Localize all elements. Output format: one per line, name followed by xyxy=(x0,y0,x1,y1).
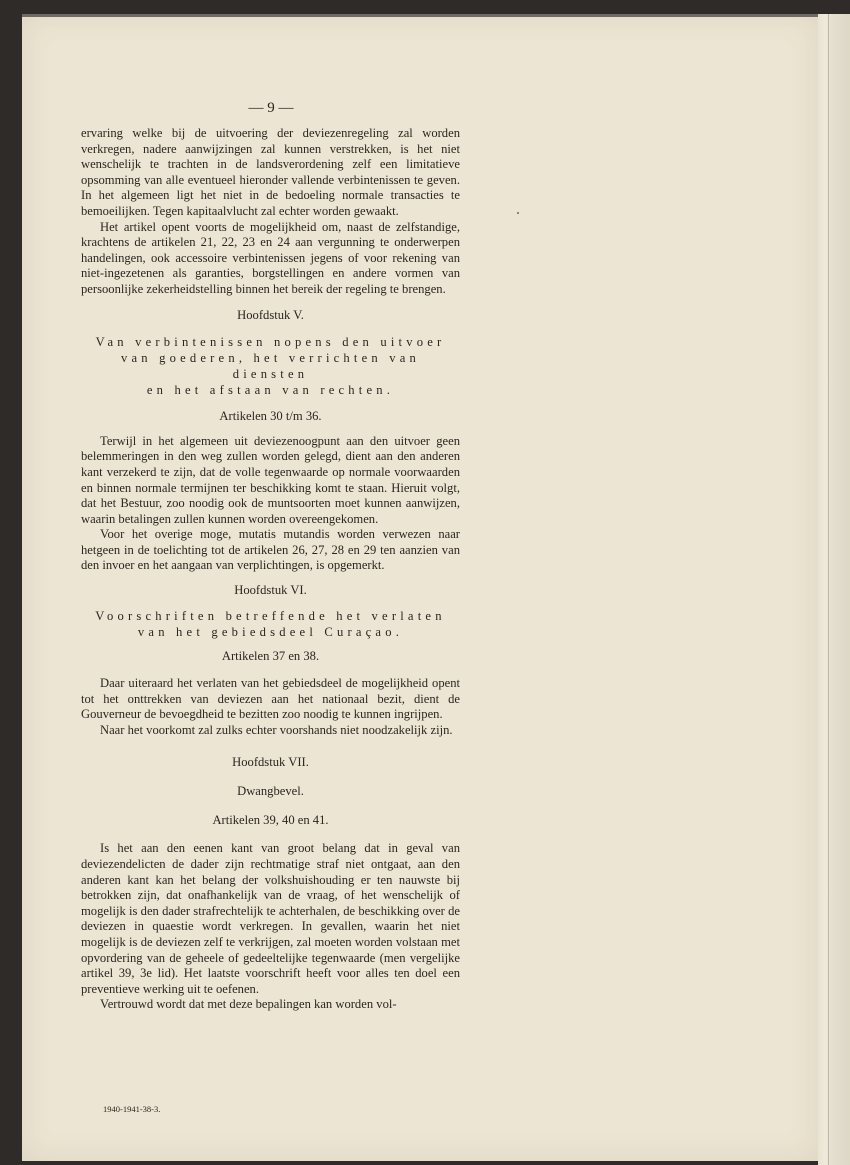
chapter-title-line: van het gebiedsdeel Curaçao. xyxy=(137,624,404,639)
footer-code: 1940-1941-38-3. xyxy=(103,1104,161,1114)
chapter-title-line: van goederen, het verrichten van diensten xyxy=(120,351,421,382)
paragraph: Naar het voorkomt zal zulks echter voorshands niet noodzakelijk zijn. xyxy=(100,723,453,738)
chapter-heading: Hoofdstuk VII. xyxy=(232,754,309,769)
top-border xyxy=(22,14,818,17)
chapter-title xyxy=(81,608,460,640)
chapter-heading: Hoofdstuk V. xyxy=(237,307,304,322)
articles-heading: Artikelen 30 t/m 36. xyxy=(219,409,322,424)
paragraph: ervaring welke bij de uitvoering der deviezenregeling zal worden verkregen, nadere aanwijzingen zal kunnen verstrekken, is het niet wenschelijk te trachten in de landsverordening zelf een limitatieve opsomming van alle eventueel hieronder vallende verbintenissen te geven. In het algemeen ligt het niet in de bedoeling normale transacties te bemoeilijken. Tegen kapitaalvlucht zal echter worden gewaakt. xyxy=(81,126,460,218)
page-number: — 9 — xyxy=(248,100,294,116)
document-body xyxy=(81,126,460,1013)
chapter-title-line: Voorschriften betreffende het verlaten xyxy=(95,608,446,623)
page-edge xyxy=(818,14,850,1165)
paragraph: Terwijl in het algemeen uit deviezenoogpunt aan den uitvoer geen belemmeringen in den weg zullen worden gelegd, dient aan den anderen kant verzekerd te zijn, dat de volle tegenwaarde op normale voorwaarden en binnen normale termijnen ter beschikking komt te staan. Hieruit volgt, dat het Bestuur, zoo noodig ook de muntsoorten moet kunnen aanwijzen, waarin betalingen zullen kunnen worden overeengekomen. xyxy=(81,433,460,526)
articles-heading: Artikelen 37 en 38. xyxy=(221,648,320,663)
paragraph: Daar uiteraard het verlaten van het gebiedsdeel de mogelijkheid opent tot het onttrekken van deviezen aan het nationaal bezit, dient de Gouverneur de bevoegdheid te bezitten zoo noodig te kunnen ingrijpen. xyxy=(81,676,460,722)
paragraph: Het artikel opent voorts de mogelijkheid om, naast de zelfstandige, krachtens de artikelen 21, 22, 23 en 24 aan vergunning te onderwerpen handelingen, ook accessoire verbintenissen jegens of voor rekening van niet-ingezetenen als garanties, borgstellingen en andere vormen van persoonlijke zekerheidstelling binnen het bereik der regeling te brengen. xyxy=(81,219,460,296)
chapter-title: Dwangbevel. xyxy=(237,784,304,799)
chapter-title-line: Van verbintenissen nopens den uitvoer xyxy=(95,335,446,350)
articles-heading: Artikelen 39, 40 en 41. xyxy=(212,812,329,827)
paragraph: Vertrouwd wordt dat met deze bepalingen kan worden vol- xyxy=(100,997,397,1012)
paragraph: Voor het overige moge, mutatis mutandis worden verwezen naar hetgeen in de toelichting tot de artikelen 26, 27, 28 en 29 ten aanzien van den invoer en het aangaan van verplichtingen, is opgemerkt. xyxy=(81,527,460,573)
ink-speck xyxy=(517,212,519,214)
chapter-title xyxy=(81,334,460,398)
page-edge-line xyxy=(828,14,829,1165)
chapter-title-line: en het afstaan van rechten. xyxy=(146,383,395,398)
paragraph: Is het aan den eenen kant van groot belang dat in geval van deviezendelicten de dader zijn rechtmatige straf niet ontgaat, aan den anderen kant kan het belang der volkshuishouding er ten nauwste bij betrokken zijn, dat onafhankelijk van de vraag, of het wenschelijk of mogelijk is den dader strafrechtelijk te achterhalen, de beschikking over de deviezen in quaestie wordt verkregen. In gevallen, waarin het niet mogelijk is de deviezen zelf te verkrijgen, zal moeten worden volstaan met opvordering van de geheele of gedeeltelijke tegenwaarde (men vergelijke artikel 39, 3e lid). Het laatste voorschrift heeft voor alles ten doel een preventieve werking uit te oefenen. xyxy=(81,841,460,996)
chapter-heading: Hoofdstuk VI. xyxy=(234,583,307,598)
